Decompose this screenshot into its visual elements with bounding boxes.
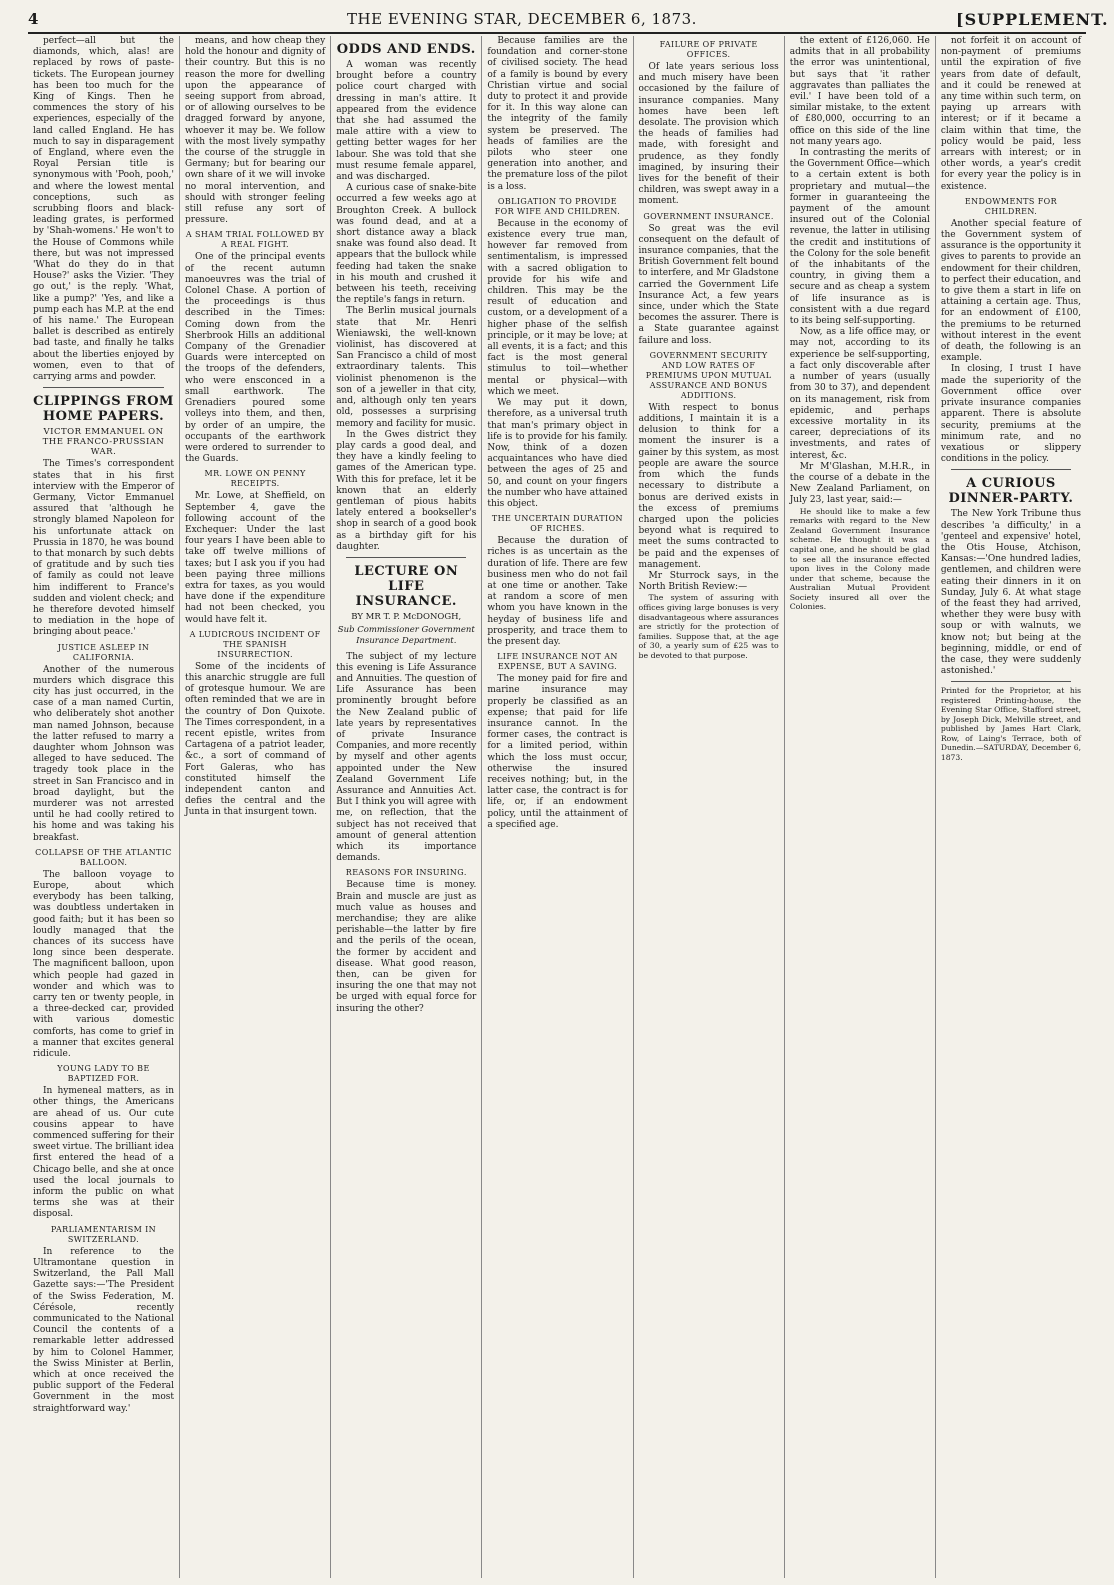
printer-imprint: Printed for the Proprietor, at his registered Printing-house, the Evening Star Office, Stafford street, by Joseph Dick, Melville street, and published by James Hart Clark, Row, of Laing's Terrace, both of Dunedin.—SATURDAY, December 6, 1873.: [940, 686, 1082, 762]
article-text: A woman was recently brought before a country police court charged with dressing in man's attire. It appeared from the evidence that she had assumed the male attire with a view to getting better wages for her labour. She was told that she must resume female apparel, and was discharged.: [336, 60, 477, 183]
column-5: [633, 36, 784, 1578]
article-text: Another of the numerous murders which disgrace this city has just occurred, in the case of a man named Curtin, who deliberately shot another man named Johnson, because the latter refused to marry a daughter whom Johnson was alleged to have seduced. The tragedy took place in the street in San Francisco and in broad daylight, but the murderer was not arrested until he had coolly retired to his home and was taking his breakfast.: [33, 664, 175, 843]
quoted-text: He should like to make a few remarks with regard to the New Zealand Government Insurance scheme. He thought it was a capital one, and he should be glad to see all the insurance effected upon lives in the Colony made under that scheme, because the Australian Mutual Provident Society insured all over the Colonies.: [789, 506, 930, 612]
article-text: Because families are the foundation and corner-stone of civilised society. The head of a family is bound by every Christian virtue and social duty to protect it and provide for it. In this way alone can the integrity of the family system be preserved. The heads of families are the pilots who steer one generation into another, and the premature loss of the pilot is a loss.: [487, 36, 628, 192]
masthead: [28, 6, 1109, 34]
article-text: We may put it down, therefore, as a universal truth that man's primary object in life is to provide for his family. Now, think of a dozen acquaintances who have died between the ages of 25 and 50, and count on your fingers the number who have attained this object.: [487, 398, 628, 509]
article-text: With respect to bonus additions, I maintain it is a delusion to think for a moment the insurer is a gainer by this system, as most people are aware the source from which the funds necessary to distribute a bonus are derived exists in the excess of premiums charged upon the policies beyond what is required to meet the sums contracted to be paid and the expenses of management.: [638, 402, 779, 570]
column-2: [179, 36, 330, 1578]
section-heading: ODDS AND ENDS.: [336, 42, 476, 57]
article-text: The subject of my lecture this evening is Life Assurance and Annuities. The question of Life Assurance has been prominently brought before the New Zealand public of late years by representatives of private Insurance Companies, and more recently by myself and other agents appointed under the New Zealand Government Life Assurance and Annuities Act. But I think you will agree with me, on reflection, that the subject has not received that amount of general attention which its importance demands.: [336, 651, 477, 864]
column-1: [28, 36, 179, 1578]
article-text: Another special feature of the Government system of assurance is the opportunity it gives to parents to provide an endowment for their children, to perfect their education, and to give them a start in life on attaining a certain age. Thus, for an endowment of £100, the premiums to be returned without interest in the event of death, the following is an example.: [940, 218, 1082, 364]
quoted-text: The system of assuring with offices giving large bonuses is very disadvantageous where assurances are strictly for the protection of families. Suppose that, at the age of 30, a yearly sum of £25 was to be devoted to that purpose.: [638, 593, 779, 660]
article-text: Because the duration of riches is as uncertain as the duration of life. There are few business men who do not fail at one time or another. Take at random a score of men whom you have known in the heyday of business life and prosperity, and trace them to the present day.: [487, 536, 628, 647]
article-text: So great was the evil consequent on the default of insurance companies, that the British Government felt bound to interfere, and Mr Gladstone carried the Government Life Insurance Act, a few years since, under which the State becomes the assurer. There is a State guarantee against failure and loss.: [638, 223, 779, 346]
article-text: In hymeneal matters, as in other things, the Americans are ahead of us. Our cute cousins appear to have commenced suffering for their sweet virtue. The brilliant idea first entered the head of a Chicago belle, and she at once used the local journals to inform the public on what terms she was at their disposal.: [33, 1086, 175, 1220]
subheading: A LUDICROUS INCIDENT OF THE SPANISH INSURRECTION.: [189, 629, 321, 659]
article-text: perfect—all but the diamonds, which, alas! are replaced by rows of paste-tickets. The European journey has been too much for the King of Kings. Then he commences the story of his experiences, especially of the land called England. He has much to say in disparagement of England, where even the Royal Persian title is synonymous with 'Pooh, pooh,' and where the lowest mental conceptions, such as scrubbing floors and black-leading grates, is performed by 'Shah-womens.' He won't to the House of Commons while there, but was not impressed 'What do they do in that House?' asks the Vizier. 'They go out,' is the reply. 'What, like a pump?' 'Yes, and like a pump each has M.P. at the end of his name.' The European ballet is described as entirely bad taste, and finally he talks about the liberties enjoyed by women, even to that of carrying arms and powder.: [33, 36, 175, 383]
divider: [951, 469, 1071, 470]
divider: [346, 557, 466, 558]
divider: [951, 681, 1071, 682]
article-text: One of the principal events of the recent autumn manoeuvres was the trial of Colonel Chase. A portion of the proceedings is thus described in the Times: Coming down from the Sherbrook Hills an additional Company of the Grenadier Guards were intercepted on the troops of the defenders, who were ensconced in a small earthwork. The Grenadiers poured some volleys into them, and then, by order of an umpire, the occupants of the earthwork were ordered to surrender to the Guards.: [185, 252, 326, 465]
subheading: A SHAM TRIAL FOLLOWED BY A REAL FIGHT.: [185, 230, 325, 250]
column-4: [481, 36, 632, 1578]
article-text: not forfeit it on account of non-payment of premiums until the expiration of five years from date of default, and it could be renewed at any time within such term, on paying up arrears with interest; or if it became a claim within that time, the policy would be paid, less arrears with interest; or in other words, a year's credit for every year the policy is in existence.: [940, 36, 1082, 192]
columns: [28, 36, 1086, 1578]
subheading: GOVERNMENT SECURITY AND LOW RATES OF PREMIUMS UPON MUTUAL ASSURANCE AND BONUS ADDITIONS.: [645, 350, 772, 400]
divider: [43, 387, 164, 388]
article-text: The Berlin musical journals state that Mr. Henri Wieniawski, the well-known violinist, has discovered at San Francisco a child of most extraordinary talents. This violinist phenomenon is the son of a jeweller in that city, and, although only ten years old, possesses a surprising memory and facility for music.: [336, 306, 477, 429]
subheading: THE UNCERTAIN DURATION OF RICHES.: [491, 514, 623, 534]
article-text: The New York Tribune thus describes 'a difficulty,' in a 'genteel and expensive' hotel, the Otis House, Atchison, Kansas:—'One hundred ladies, gentlemen, and children were eating their dinners in it on Sunday, July 6. At what stage of the feast they had arrived, whether they were busy with soup or with walnuts, we know not; but being at the beginning, middle, or end of the case, they were suddenly astonished.': [940, 509, 1082, 677]
article-text: A curious case of snake-bite occurred a few weeks ago at Broughton Creek. A bullock was found dead, and at a short distance away a black snake was found also dead. It appears that the bullock while feeding had taken the snake in his mouth and crushed it between his teeth, receiving the reptile's fangs in return.: [336, 183, 477, 306]
article-text: The Times's correspondent states that in his first interview with the Emperor of Germany, Victor Emmanuel assured that 'although he strongly blamed Napoleon for his unfortunate attack on Prussia in 1870, he was bound to that monarch by such debts of gratitude and by such ties of family as could not leave him indifferent to France's sudden and violent check; and he therefore devoted himself to mediation in the hope of bringing about peace.': [33, 459, 175, 638]
newspaper-title: THE EVENING STAR, DECEMBER 6, 1873.: [347, 10, 697, 28]
subheading: VICTOR EMMANUEL ON THE FRANCO-PRUSSIAN WAR.: [42, 427, 165, 458]
article-text: Because time is money. Brain and muscle are just as much value as houses and merchandise; they are alike perishable—the latter by fire and the perils of the ocean, the former by accident and disease. What good reason, then, can be given for insuring the one that may not be urged with equal force for insuring the other?: [336, 880, 477, 1014]
article-text: Because in the economy of existence every true man, however far removed from sentimentalism, is impressed with a sacred obligation to provide for his wife and children. This may be the result of education and custom, or a development of a higher phase of the selfish principle, or it may be love; at all events, it is a fact; and this fact is the most general stimulus to toil—whether mental or physical—with which we meet.: [487, 218, 628, 397]
subheading: OBLIGATION TO PROVIDE FOR WIFE AND CHILDREN.: [494, 196, 621, 216]
column-6: [784, 36, 935, 1578]
section-heading: CLIPPINGS FROM HOME PAPERS.: [33, 394, 174, 425]
subheading: FAILURE OF PRIVATE OFFICES.: [659, 40, 758, 59]
article-text: In closing, I trust I have made the superiority of the Government office over private insurance companies apparent. There is absolute security, premiums at the minimum rate, and no vexatious or slippery conditions in the policy.: [940, 364, 1082, 465]
subheading: MR. LOWE ON PENNY RECEIPTS.: [204, 469, 306, 489]
article-text: the extent of £126,060. He admits that in all probability the error was unintentional, but says that 'it rather aggravates than palliates the evil.' I have been told of a similar mistake, to the extent of £80,000, occurring to an office on this side of the line not many years ago.: [789, 36, 930, 147]
byline-title: Sub Commissioner Government Insurance Department.: [337, 625, 475, 647]
subheading: GOVERNMENT INSURANCE.: [643, 211, 774, 221]
page-number: 4: [28, 10, 39, 28]
article-text: In contrasting the merits of the Government Office—which to a certain extent is both proprietary and mutual—the former in guaranteeing the payment of the amount insured out of the Colonial revenue, the latter in utilising the credit and institutions of the Colony for the sole benefit of the inhabitants of the country, in giving them a secure and as cheap a system of life insurance as is consistent with a due regard to its being self-supporting.: [789, 148, 930, 327]
article-text: Mr M'Glashan, M.H.R., in the course of a debate in the New Zealand Parliament, on July 23, last year, said:—: [789, 461, 930, 506]
subheading: LIFE INSURANCE NOT AN EXPENSE, BUT A SAVING.: [497, 652, 618, 672]
supplement-label: [SUPPLEMENT.: [956, 9, 1109, 29]
subheading: PARLIAMENTARISM IN SWITZERLAND.: [50, 1224, 157, 1244]
subheading: REASONS FOR INSURING.: [345, 868, 467, 878]
subheading: YOUNG LADY TO BE BAPTIZED FOR.: [57, 1064, 150, 1084]
column-7: [935, 36, 1086, 1578]
article-text: Now, as a life office may, or may not, according to its experience be self-supporting, a fact only discoverable after a number of years (usually from 30 to 37), and dependent on its management, risk from epidemic, and perhaps excessive mortality in its career, depreciations of its investments, and rates of interest, &c.: [789, 327, 930, 461]
byline: BY MR T. P. McDONOGH,: [351, 611, 462, 622]
article-text: In reference to the Ultramontane question in Switzerland, the Pall Mall Gazette says:—'The President of the Swiss Federation, M. Cérésole, recently communicated to the National Council the contents of a remarkable letter addressed by him to Colonel Hammer, the Swiss Minister at Berlin, which at once received the public support of the Federal Government in the most straightforward way.': [33, 1246, 175, 1414]
subheading: ENDOWMENTS FOR CHILDREN.: [964, 196, 1058, 216]
article-text: Of late years serious loss and much misery have been occasioned by the failure of insurance companies. Many homes have been left desolate. The provision which the heads of families had made, with foresight and prudence, as they fondly imagined, by insuring their lives for the benefit of their children, was swept away in a moment.: [638, 62, 779, 207]
article-text: Some of the incidents of this anarchic struggle are full of grotesque humour. We are often reminded that we are in the country of Don Quixote. The Times correspondent, in a recent epistle, writes from Cartagena of a patriot leader, &c., a sort of command of Fort Galeras, who has constituted himself the independent canton and defies the central and the Junta in that insurgent town.: [185, 661, 326, 818]
subheading: COLLAPSE OF THE ATLANTIC BALLOON.: [35, 847, 172, 867]
article-text: Mr. Lowe, at Sheffield, on September 4, gave the following account of the Exchequer: Under the last four years I have been able to take off twelve millions of taxes; but I ask you if you had been paying three millions extra for taxes, as you would have done if the expenditure had not been checked, you would have felt it.: [185, 491, 326, 625]
section-heading: LECTURE ON LIFE INSURANCE.: [354, 563, 459, 609]
article-text: The balloon voyage to Europe, about which everybody has been talking, was doubtless undertaken in good faith; but it has been so loudly managed that the chances of its success have long since been desperate. The magnificent balloon, upon which people had gazed in wonder and which was to carry ten or twenty people, in a three-decked car, provided with various domestic comforts, has come to grief in a manner that excites general ridicule.: [33, 869, 175, 1060]
article-text: The money paid for fire and marine insurance may properly be classified as an expense; that paid for life insurance cannot. In the former cases, the contract is for a limited period, within which the loss must occur, otherwise the insured receives nothing; but, in the latter case, the contract is for life, or, if an endowment policy, until the attainment of a specified age.: [487, 674, 628, 830]
article-text: In the Gwes district they play cards a good deal, and they have a kindly feeling to games of the American type. With this for preface, let it be known that an elderly gentleman of pious habits lately entered a bookseller's shop in search of a good book as a birthday gift for his daughter.: [336, 429, 477, 552]
subheading: JUSTICE ASLEEP IN CALIFORNIA.: [57, 642, 150, 662]
article-text: Mr Sturrock says, in the North British Review:—: [638, 570, 779, 593]
article-text: means, and how cheap they hold the honour and dignity of their country. But this is no reason the more for dwelling upon the appearance of seeing support from abroad, or of allowing ourselves to be dragged forward by anyone, whoever it may be. We follow with the most lively sympathy the course of the struggle in Germany; but for bearing our own share of it we will invoke no moral intervention, and should with stronger feeling still refuse any sort of pressure.: [185, 36, 326, 226]
column-3: [330, 36, 481, 1578]
section-heading: A CURIOUS DINNER-PARTY.: [948, 476, 1074, 507]
